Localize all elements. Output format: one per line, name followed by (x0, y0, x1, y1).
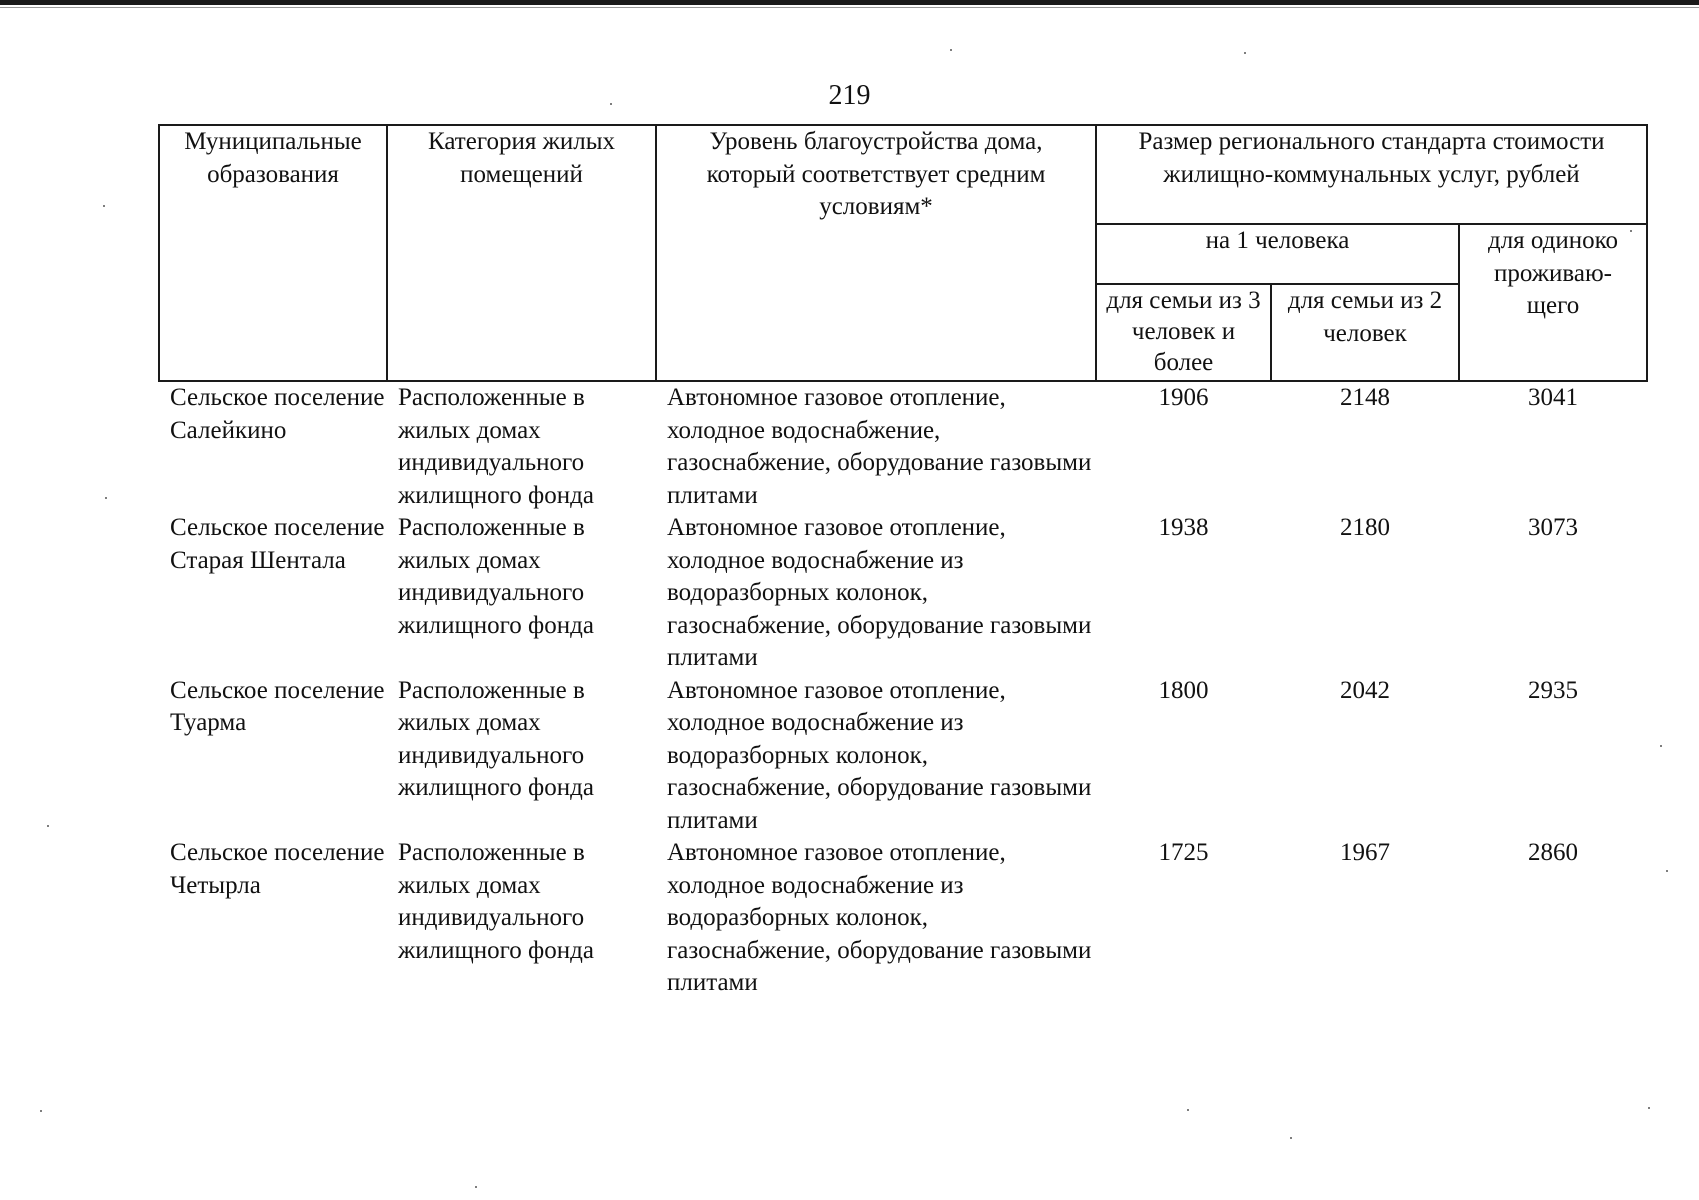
header-per-person: на 1 человека (1096, 224, 1459, 284)
cell-family-3: 1938 (1158, 514, 1209, 541)
header-family-2: для семьи из 2 человек (1271, 284, 1459, 381)
cell-municipality: Сельское поселение Четырла (170, 839, 385, 899)
scan-speck (1648, 1107, 1650, 1109)
scan-speck (1290, 1137, 1292, 1139)
header-category: Категория жилых помещений (387, 125, 656, 381)
header-single: для одиноко проживаю-щего (1459, 224, 1647, 381)
scan-speck (1630, 230, 1632, 232)
cell-family-3: 1725 (1158, 839, 1209, 866)
cell-municipality: Сельское поселение Туарма (170, 676, 385, 736)
cell-family-3: 1800 (1158, 676, 1209, 704)
cell-category: Расположенные в жилых домах индивидуального жилищного фонда (398, 839, 594, 964)
cell-single: 3041 (1528, 384, 1578, 411)
cell-category: Расположенные в жилых домах индивидуального жилищного фонда (398, 384, 594, 509)
cell-single: 3073 (1528, 514, 1578, 541)
housing-standard-table (158, 124, 1648, 1000)
scan-border-top (0, 0, 1699, 5)
cell-municipality: Сельское поселение Старая Шентала (170, 514, 385, 574)
table-row (159, 381, 1647, 512)
cell-single: 2860 (1528, 839, 1578, 866)
cell-category: Расположенные в жилых домах индивидуального жилищного фонда (398, 514, 594, 639)
cell-family-2: 1967 (1340, 839, 1390, 866)
cell-family-2: 2180 (1340, 514, 1390, 541)
cell-family-2: 2042 (1340, 676, 1390, 704)
scan-speck (105, 497, 107, 499)
scan-speck (1660, 745, 1662, 747)
scan-speck (1666, 870, 1668, 872)
cell-category: Расположенные в жилых домах индивидуального жилищного фонда (398, 676, 594, 801)
header-standard-size: Размер регионального стандарта стоимости жилищно-коммунальных услуг, рублей (1096, 125, 1647, 224)
page-number: 219 (828, 80, 871, 111)
table-row (159, 675, 1647, 838)
scan-speck (40, 1110, 42, 1112)
cell-level: Автономное газовое отопление, холодное водоснабжение из водоразборных колонок, газоснабжение, оборудование газовыми плитами (667, 676, 1092, 834)
scan-speck (1187, 1109, 1189, 1111)
scan-border-line (0, 7, 1699, 8)
scan-speck (610, 103, 612, 105)
scan-speck (950, 49, 952, 51)
cell-level: Автономное газовое отопление, холодное водоснабжение, газоснабжение, оборудование газовыми плитами (667, 384, 1092, 509)
scan-speck (1244, 52, 1246, 54)
cell-level: Автономное газовое отопление, холодное водоснабжение из водоразборных колонок, газоснабжение, оборудование газовыми плитами (667, 839, 1092, 996)
scan-speck (47, 825, 49, 827)
scan-speck (103, 205, 105, 207)
cell-family-2: 2148 (1340, 384, 1390, 411)
cell-single: 2935 (1528, 676, 1578, 704)
header-family-3: для семьи из 3 человек и более (1096, 284, 1271, 381)
table-row (159, 837, 1647, 1000)
cell-municipality: Сельское поселение Салейкино (170, 384, 385, 444)
cell-family-3: 1906 (1158, 384, 1209, 411)
header-municipality: Муниципальные образования (159, 125, 387, 381)
header-level: Уровень благоустройства дома, который соответствует средним условиям* (656, 125, 1096, 381)
table-row (159, 512, 1647, 675)
cell-level: Автономное газовое отопление, холодное водоснабжение из водоразборных колонок, газоснабжение, оборудование газовыми плитами (667, 514, 1092, 671)
scan-speck (475, 1186, 477, 1188)
